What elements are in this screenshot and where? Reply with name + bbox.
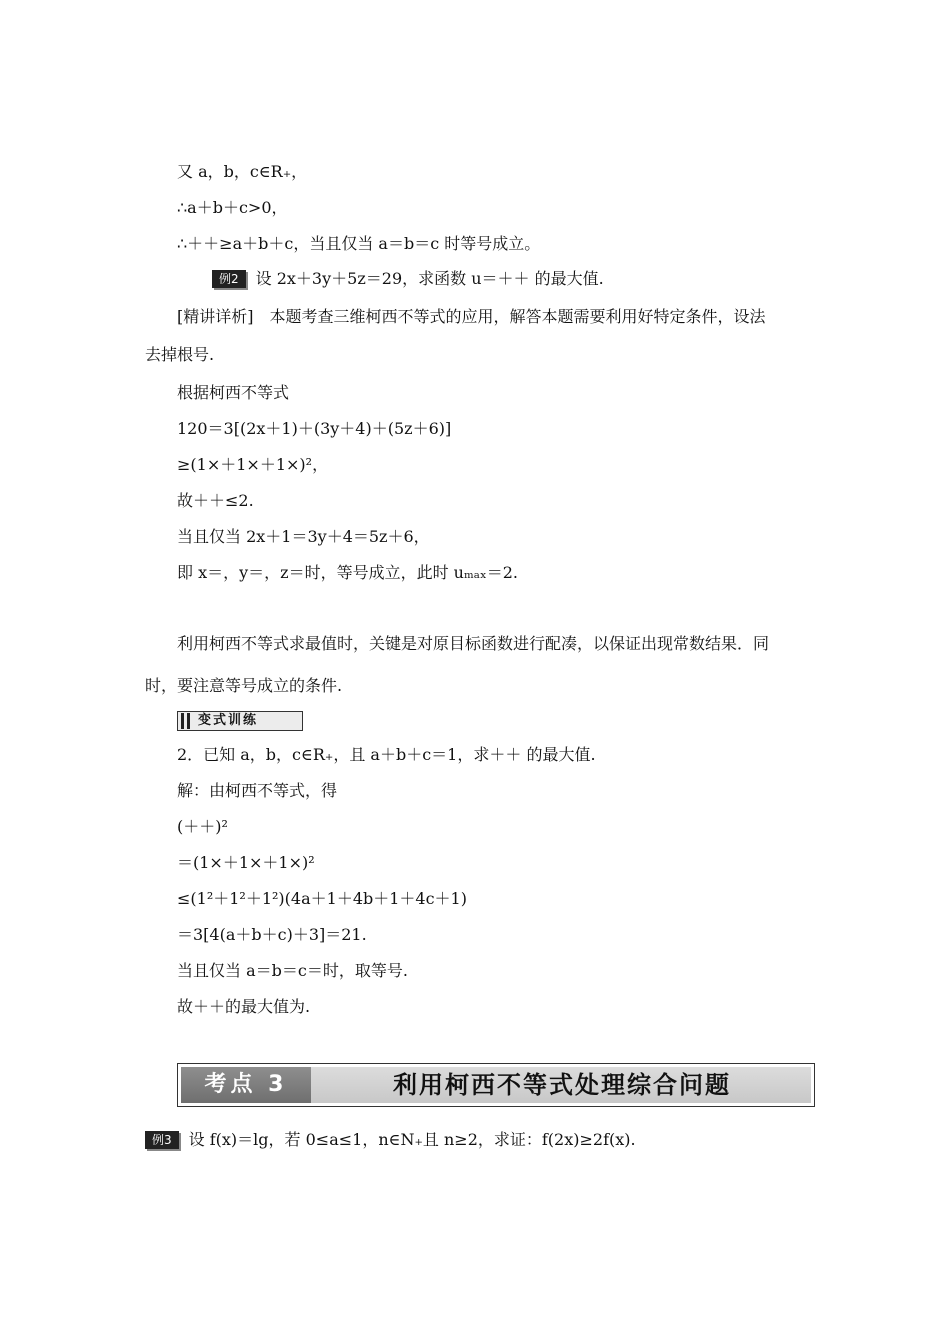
analysis-text: 去掉根号. bbox=[145, 345, 215, 364]
example-text: 设 2x＋3y＋5z＝29，求函数 u＝＋＋ 的最大值. bbox=[255, 269, 604, 288]
example-2 bbox=[212, 269, 604, 289]
text-line: ∴＋＋≥a＋b＋c，当且仅当 a＝b＝c 时等号成立。 bbox=[177, 234, 541, 253]
example-label: 例3 bbox=[145, 1131, 179, 1149]
text-line: 又 a，b，c∈R₊， bbox=[177, 162, 308, 181]
section-header bbox=[177, 1063, 815, 1107]
solution-line: 故＋＋≤2. bbox=[177, 491, 254, 510]
problem-line: ＝3[4(a＋b＋c)＋3]＝21. bbox=[177, 925, 367, 944]
section-title: 利用柯西不等式处理综合问题 bbox=[393, 1071, 731, 1099]
example-text: 设 f(x)＝lg，若 0≤a≤1，n∈N₊且 n≥2，求证：f(2x)≥2f(x). bbox=[188, 1130, 636, 1149]
example-label: 例2 bbox=[212, 270, 246, 288]
variant-training-label: 变式训练 bbox=[198, 713, 259, 728]
problem-line: ≤(1²＋1²＋1²)(4a＋1＋4b＋1＋4c＋1) bbox=[177, 889, 467, 908]
problem-line: ＝(1×＋1×＋1×)² bbox=[177, 853, 315, 872]
problem-line: 故＋＋的最大值为. bbox=[177, 997, 311, 1016]
solution-line: 根据柯西不等式 bbox=[177, 383, 290, 402]
solution-line: 120＝3[(2x＋1)＋(3y＋4)＋(5z＋6)] bbox=[177, 419, 452, 438]
header-bar-icon bbox=[181, 713, 184, 729]
problem-line: 当且仅当 a＝b＝c＝时，取等号. bbox=[177, 961, 408, 980]
problem-line: 解：由柯西不等式，得 bbox=[177, 781, 338, 800]
section-label: 考点 3 bbox=[181, 1067, 311, 1103]
problem-line: (＋＋)² bbox=[177, 817, 228, 836]
solution-line: 当且仅当 2x＋1＝3y＋4＝5z＋6， bbox=[177, 527, 430, 546]
solution-line: 即 x＝，y＝，z＝时，等号成立，此时 uₘₐₓ＝2. bbox=[177, 563, 519, 582]
text-line: ∴a＋b＋c>0， bbox=[177, 198, 288, 217]
note-text: 利用柯西不等式求最值时，关键是对原目标函数进行配凑，以保证出现常数结果．同 bbox=[177, 634, 770, 653]
example-3 bbox=[145, 1130, 636, 1150]
variant-training-header bbox=[177, 711, 303, 731]
problem-line: 2．已知 a，b，c∈R₊，且 a＋b＋c＝1，求＋＋ 的最大值. bbox=[177, 745, 596, 764]
header-bar-icon bbox=[187, 713, 190, 729]
analysis-text: [精讲详析] 本题考查三维柯西不等式的应用，解答本题需要利用好特定条件，设法 bbox=[177, 307, 766, 326]
note-text: 时，要注意等号成立的条件. bbox=[145, 676, 343, 695]
solution-line: ≥(1×＋1×＋1×)²， bbox=[177, 455, 329, 474]
